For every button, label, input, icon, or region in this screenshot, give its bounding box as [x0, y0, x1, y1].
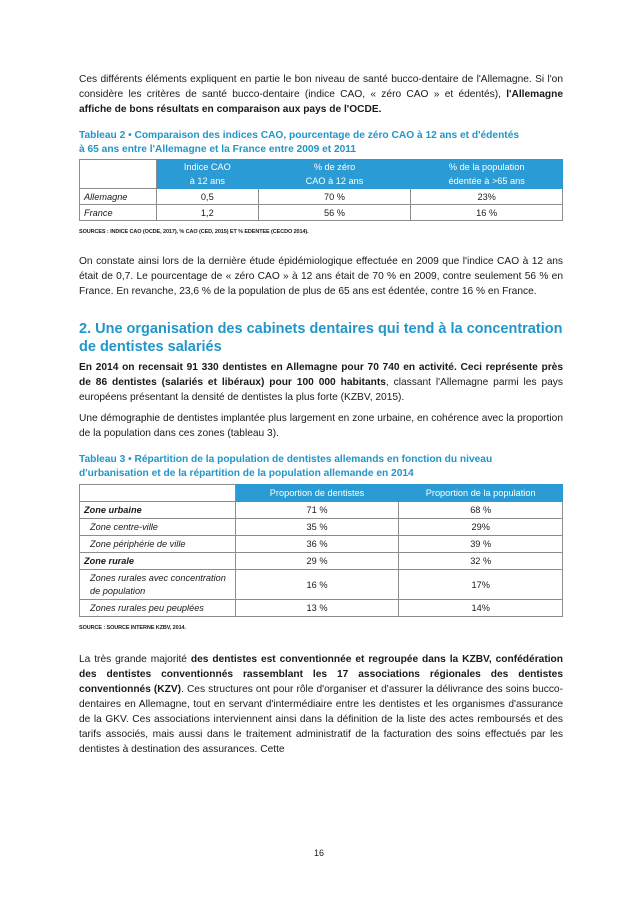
table3-cell: 17% [399, 570, 563, 600]
table3-cell: 35 % [235, 519, 399, 536]
paragraph-kzbv-bold: des dentistes est conventionnée et regroupée dans la KZBV, confédération des dentistes conventionnés rassemblant les 17 associations régionales des dentistes conventionnés (KZV) [79, 654, 563, 695]
table2-row-label: Allemagne [80, 189, 157, 205]
table2-row-label: France [80, 205, 157, 221]
paragraph-epidemiology: On constate ainsi lors de la dernière étude épidémiologique effectuée en 2009 que l'indice CAO à 12 ans était de 0,7. Le pourcentage de « zéro CAO » à 12 ans était de 70 % en 2009, contre seulement 56 % en France. En revanche, 23,6 % de la population de plus de 65 ans est édentée, contre 16 % en France. [79, 256, 563, 297]
table3-row-label: Zone centre-ville [80, 519, 236, 536]
table2-cell: 23% [411, 189, 563, 205]
paragraph-kzbv-text1: La très grande majorité [79, 654, 191, 665]
table2 [79, 159, 563, 221]
table-row [80, 536, 563, 553]
paragraph-kzbv-text2: . Ces structures ont pour rôle d'organiser et d'assurer la délivrance des soins bucco-dentaires en Allemagne, tout en servant d'intermédiaire entre les dentistes et les organismes d'assurance de la GKV. Ces associations interviennent ainsi dans la définition de la liste des actes remboursés et des tarifs associés, mais aussi dans le traitement administratif de la facturation des soins effectués par les dentistes à destination des assurances. Cette [79, 684, 563, 755]
table3-row-label: Zones rurales avec concentration de population [80, 570, 236, 600]
paragraph-intro-bold: l'Allemagne affiche de bons résultats en comparaison aux pays de l'OCDE. [79, 89, 563, 115]
paragraph-demography: Une démographie de dentistes implantée plus largement en zone urbaine, en cohérence avec la proportion de la population dans ces zones (tableau 3). [79, 413, 563, 439]
table3-cell: 16 % [235, 570, 399, 600]
table3-row-label: Zone urbaine [80, 502, 236, 519]
table2-caption-line2: à 65 ans entre l'Allemagne et la France entre 2009 et 2011 [79, 144, 357, 155]
table3-source: SOURCE : SOURCE INTERNE KZBV, 2014. [79, 625, 186, 631]
table3-caption-line1: Tableau 3 • Répartition de la population de dentistes allemands en fonction du niveau [79, 454, 493, 465]
paragraph-intro [79, 72, 563, 117]
table2-cell: 0,5 [156, 189, 258, 205]
table3-row-label: Zone périphérie de ville [80, 536, 236, 553]
table2-caption-line1: Tableau 2 • Comparaison des indices CAO, pourcentage de zéro CAO à 12 ans et d'édentés [79, 130, 520, 141]
table3-header-dentists: Proportion de dentistes [235, 485, 399, 502]
table3-cell: 32 % [399, 553, 563, 570]
table2-cell: 56 % [258, 205, 411, 221]
table3-cell: 36 % [235, 536, 399, 553]
table3-cell: 29% [399, 519, 563, 536]
table-row [80, 570, 563, 600]
table3 [79, 484, 563, 617]
table-row [80, 600, 563, 617]
table3-cell: 68 % [399, 502, 563, 519]
table3-header-population: Proportion de la population [399, 485, 563, 502]
section-title: 2. Une organisation des cabinets dentaires qui tend à la concentration de dentistes salariés [79, 321, 563, 355]
table2-cell: 16 % [411, 205, 563, 221]
paragraph-dentist-count [79, 360, 563, 405]
table3-cell: 14% [399, 600, 563, 617]
table3-cell: 71 % [235, 502, 399, 519]
table3-caption-line2: d'urbanisation et de la répartition de la population allemande en 2014 [79, 468, 414, 479]
table2-header-edentee: % de la population édentée à >65 ans [411, 160, 563, 189]
table3-row-label: Zones rurales peu peuplées [80, 600, 236, 617]
table2-header-zero-cao: % de zéro CAO à 12 ans [258, 160, 411, 189]
table-row [80, 553, 563, 570]
table3-row-label: Zone rurale [80, 553, 236, 570]
table3-header-blank [80, 485, 236, 502]
paragraph-intro-text: Ces différents éléments expliquent en partie le bon niveau de santé bucco-dentaire de l'Allemagne. Si l'on considère les critères de santé bucco-dentaire (indice CAO, « zéro CAO » et édentés), [79, 74, 563, 100]
table3-cell: 13 % [235, 600, 399, 617]
table-row [80, 205, 563, 221]
table-row [80, 189, 563, 205]
paragraph-dentist-count-bold: En 2014 on recensait 91 330 dentistes en Allemagne pour 70 740 en activité. Ceci représente près de 86 dentistes (salariés et libéraux) pour 100 000 habitants [79, 362, 563, 388]
page-content [79, 72, 563, 757]
table-row [80, 519, 563, 536]
table-row [80, 502, 563, 519]
table2-header-cao: Indice CAO à 12 ans [156, 160, 258, 189]
table2-header-blank [80, 160, 157, 189]
table2-cell: 1,2 [156, 205, 258, 221]
table3-cell: 39 % [399, 536, 563, 553]
table3-cell: 29 % [235, 553, 399, 570]
table2-cell: 70 % [258, 189, 411, 205]
paragraph-dentist-count-text: , classant l'Allemagne parmi les pays européens présentant la densité de dentistes la plus forte (KZBV, 2015). [79, 377, 563, 403]
table2-source: SOURCES : INDICE CAO (OCDE, 2017), % CAO (CED, 2015) ET % EDENTEE (CECDO 2014). [79, 229, 309, 235]
page-number: 16 [313, 848, 324, 858]
paragraph-kzbv [79, 652, 563, 757]
